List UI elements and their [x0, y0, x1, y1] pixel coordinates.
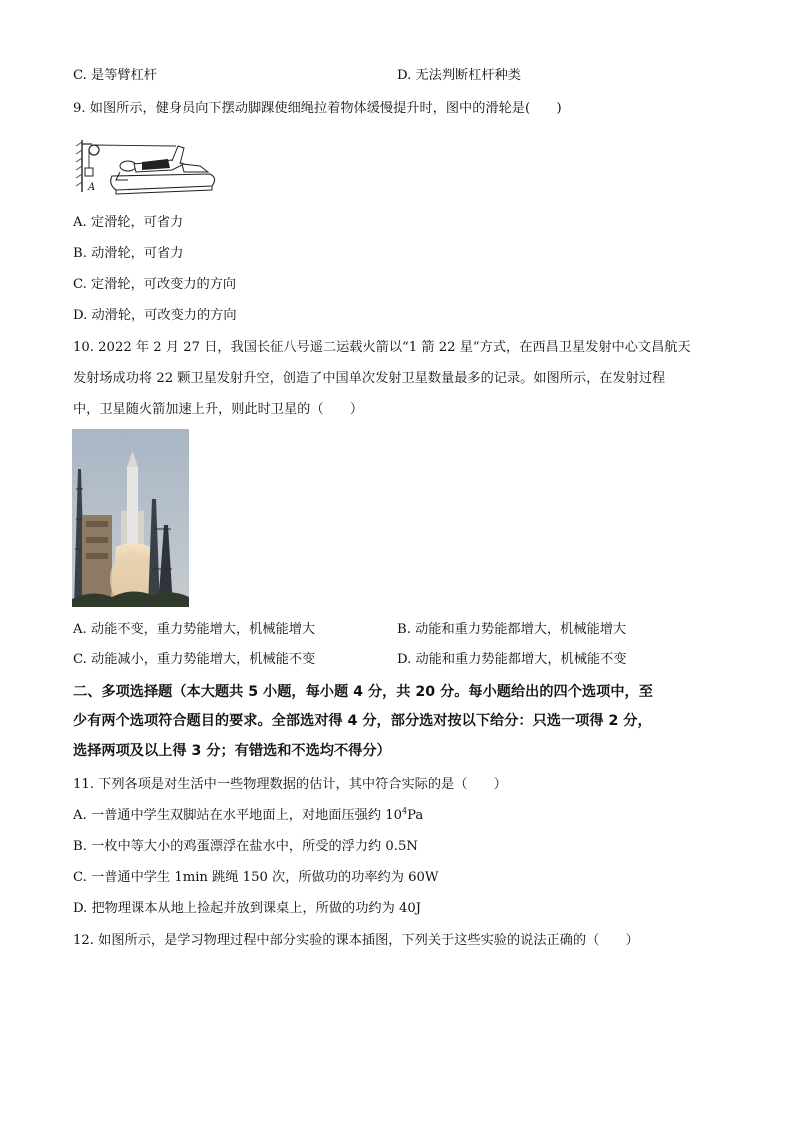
pulley-wheel	[89, 145, 99, 155]
q10-option-c: C. 动能减小，重力势能增大，机械能不变	[73, 652, 316, 667]
section2-heading-line1: 二、多项选择题（本大题共 5 小题，每小题 4 分，共 20 分。每小题给出的四个选项中，至	[73, 684, 653, 700]
q10-stem-line3: 中，卫星随火箭加速上升，则此时卫星的（ ）	[73, 402, 364, 417]
q11-option-d: D. 把物理课本从地上捡起并放到课桌上，所做的功约为 40J	[73, 901, 422, 916]
q9-option-d: D. 动滑轮，可改变力的方向	[73, 308, 237, 323]
q9-option-b: B. 动滑轮，可省力	[73, 246, 184, 261]
q10-stem-line1: 10. 2022 年 2 月 27 日，我国长征八号遥二运载火箭以“1 箭 22 星”方式，在西昌卫星发射中心文昌航天	[73, 340, 691, 355]
q12-stem: 12. 如图所示，是学习物理过程中部分实验的课本插图，下列关于这些实验的说法正确的（ ）	[73, 933, 639, 948]
q11-option-a-unit: Pa	[407, 808, 424, 823]
q9-option-a: A. 定滑轮，可省力	[73, 215, 184, 230]
q9-stem: 9. 如图所示，健身员向下摆动脚踝使细绳拉着物体缓慢提升时，图中的滑轮是( )	[73, 101, 562, 116]
q8-option-d: D. 无法判断杠杆种类	[397, 68, 521, 83]
section2-heading-line3: 选择两项及以上得 3 分；有错选和不选均不得分）	[73, 743, 391, 759]
q11-option-a	[73, 807, 423, 825]
exercise-mat	[111, 174, 215, 190]
weight-block	[85, 168, 93, 176]
q10-option-b: B. 动能和重力势能都增大，机械能增大	[397, 622, 627, 637]
rocket-launch-photo	[72, 429, 189, 607]
weight-label: A	[88, 182, 96, 193]
section2-heading-line2: 少有两个选项符合题目的要求。全部选对得 4 分，部分选对按以下给分：只选一项得 2 分，	[73, 713, 652, 729]
q11-stem: 11. 下列各项是对生活中一些物理数据的估计，其中符合实际的是（ ）	[73, 777, 507, 792]
q11-option-a-exponent: 4	[402, 806, 408, 816]
q11-option-a-text: A. 一普通中学生双脚站在水平地面上，对地面压强约 10	[73, 808, 403, 823]
q9-option-c: C. 定滑轮，可改变力的方向	[73, 277, 237, 292]
q11-option-c: C. 一普通中学生 1min 跳绳 150 次，所做功的功率约为 60W	[73, 870, 439, 885]
q8-option-c: C. 是等臂杠杆	[73, 68, 157, 83]
q11-option-b: B. 一枚中等大小的鸡蛋漂浮在盐水中，所受的浮力约 0.5N	[73, 839, 418, 854]
q10-option-d: D. 动能和重力势能都增大，机械能不变	[397, 652, 627, 667]
q10-option-a: A. 动能不变，重力势能增大，机械能增大	[73, 622, 316, 637]
q10-stem-line2: 发射场成功将 22 颗卫星发射升空，创造了中国单次发射卫星数量最多的记录。如图所示，在发射过程	[73, 371, 666, 386]
